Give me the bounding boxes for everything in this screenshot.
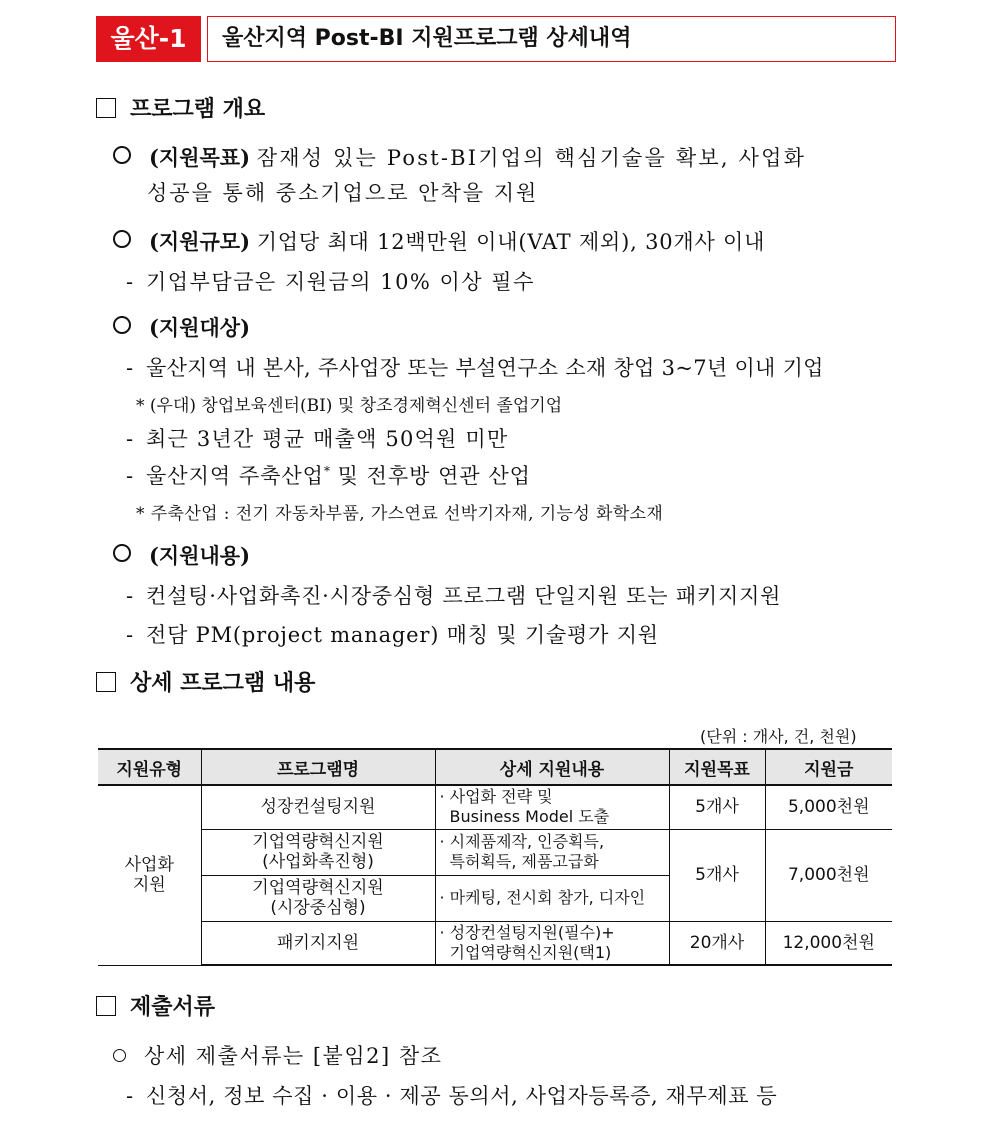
- target-line-3: - 울산지역 주축산업* 및 전후방 연관 산업: [126, 464, 531, 488]
- page-title: 울산지역 Post-BI 지원프로그램 상세내역: [207, 16, 896, 62]
- column-header: 프로그램명: [201, 749, 435, 785]
- goal-line-2: 성공을 통해 중소기업으로 안착을 지원: [147, 181, 539, 205]
- circle-bullet-icon: [113, 230, 131, 248]
- table-row: [98, 921, 892, 965]
- program-table: [98, 748, 892, 966]
- content-heading-line: (지원내용): [113, 540, 250, 570]
- unit-label: (단위 : 개사, 건, 천원): [700, 727, 857, 746]
- target-note-1: * (우대) 창업보육센터(BI) 및 창조경제혁신센터 졸업기업: [136, 396, 563, 416]
- table-header-row: [98, 749, 892, 785]
- document-header: [96, 16, 896, 62]
- column-header: 지원목표: [669, 749, 765, 785]
- goal-cell: 20개사: [669, 921, 765, 965]
- section-heading-detail: 상세 프로그램 내용: [96, 666, 315, 697]
- target-note-3: * 주축산업 : 전기 자동차부품, 가스연료 선박기자재, 기능성 화학소재: [136, 504, 664, 524]
- column-header: 상세 지원내용: [435, 749, 669, 785]
- program-name-cell: 성장컨설팅지원: [201, 785, 435, 829]
- column-header: 지원금: [765, 749, 892, 785]
- content-line-2: - 전담 PM(project manager) 매칭 및 기술평가 지원: [126, 623, 659, 647]
- content-line-1: - 컨설팅·사업화촉진·시장중심형 프로그램 단일지원 또는 패키지지원: [126, 584, 782, 608]
- program-detail-cell: · 성장컨설팅지원(필수)+ 기업역량혁신지원(택1): [435, 921, 669, 965]
- section-badge: 울산-1: [96, 16, 201, 62]
- amount-cell: 5,000천원: [765, 785, 892, 829]
- goal-line-1: (지원목표) 잠재성 있는 Post-BI기업의 핵심기술을 확보, 사업화: [113, 142, 806, 172]
- support-type-cell: 사업화 지원: [98, 785, 201, 965]
- table-row: [98, 829, 892, 875]
- program-detail-cell: · 마케팅, 전시회 참가, 디자인: [435, 875, 669, 921]
- program-name-cell: 기업역량혁신지원 (사업화촉진형): [201, 829, 435, 875]
- table-row: [98, 785, 892, 829]
- circle-bullet-icon: [113, 1049, 126, 1062]
- goal-cell: 5개사: [669, 829, 765, 921]
- circle-bullet-icon: [113, 146, 131, 164]
- documents-line-1: 상세 제출서류는 [붙임2] 참조: [113, 1040, 442, 1070]
- target-line-2: - 최근 3년간 평균 매출액 50억원 미만: [126, 427, 509, 451]
- amount-cell: 7,000천원: [765, 829, 892, 921]
- target-heading-line: (지원대상): [113, 312, 250, 342]
- circle-bullet-icon: [113, 316, 131, 334]
- scale-line: (지원규모) 기업당 최대 12백만원 이내(VAT 제외), 30개사 이내: [113, 226, 765, 256]
- program-detail-cell: · 시제품제작, 인증획득, 특허획득, 제품고급화: [435, 829, 669, 875]
- goal-cell: 5개사: [669, 785, 765, 829]
- amount-cell: 12,000천원: [765, 921, 892, 965]
- section-heading-overview: 프로그램 개요: [96, 92, 265, 123]
- program-name-cell: 기업역량혁신지원 (시장중심형): [201, 875, 435, 921]
- square-bullet-icon: [96, 996, 116, 1016]
- scale-sub-line: - 기업부담금은 지원금의 10% 이상 필수: [126, 270, 535, 294]
- program-name-cell: 패키지지원: [201, 921, 435, 965]
- column-header: 지원유형: [98, 749, 201, 785]
- program-detail-cell: · 사업화 전략 및 Business Model 도출: [435, 785, 669, 829]
- target-line-1: - 울산지역 내 본사, 주사업장 또는 부설연구소 소재 창업 3~7년 이내 기업: [126, 356, 824, 380]
- square-bullet-icon: [96, 98, 116, 118]
- circle-bullet-icon: [113, 544, 131, 562]
- section-heading-documents: 제출서류: [96, 990, 215, 1021]
- documents-line-2: - 신청서, 정보 수집 · 이용 · 제공 동의서, 사업자등록증, 재무제표 등: [126, 1084, 778, 1108]
- square-bullet-icon: [96, 672, 116, 692]
